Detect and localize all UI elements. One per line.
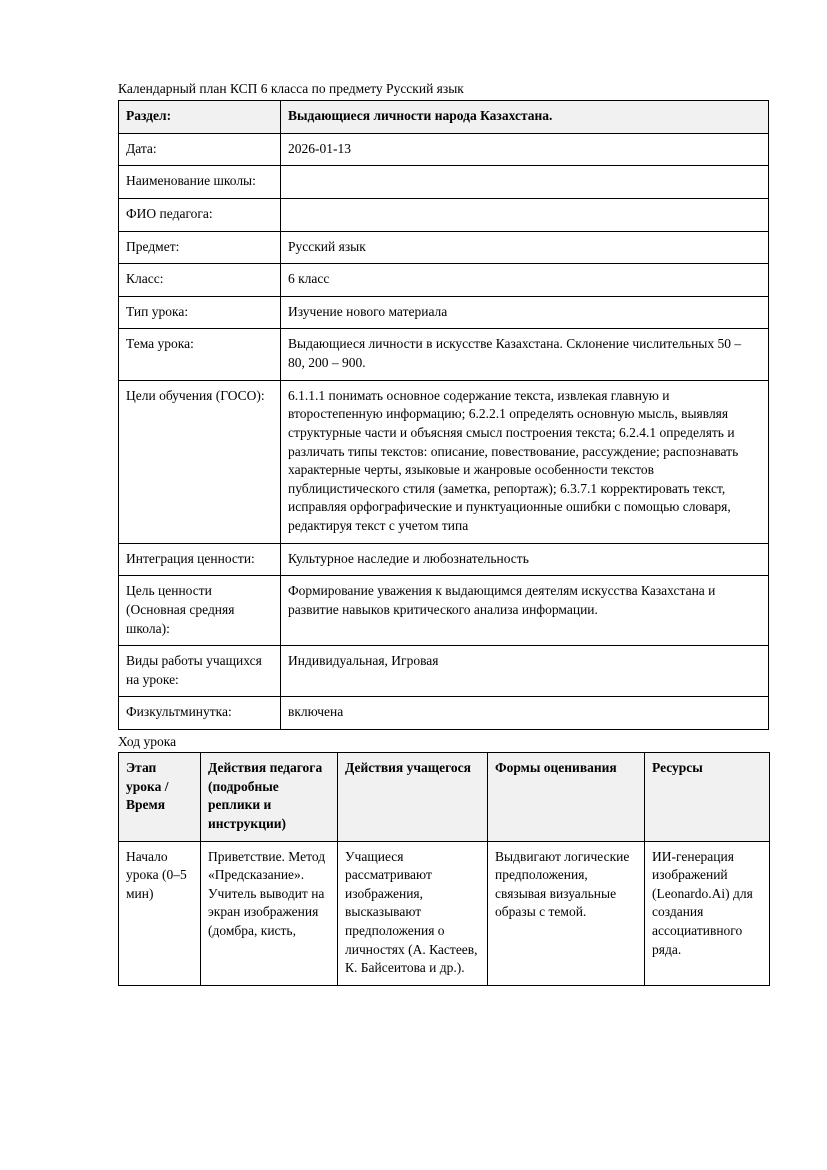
document-content [118,80,769,986]
lesson-teacher-actions-cell: Приветствие. Метод «Предсказание». Учитель выводит на экран изображения (домбра, кисть, [201,841,338,985]
info-header-row [119,101,769,134]
info-row-class [119,264,769,297]
info-label-cell: Тип урока: [119,296,281,329]
info-row-values-integration [119,543,769,576]
info-label-cell: Предмет: [119,231,281,264]
info-value-cell: Формирование уважения к выдающимся деятелям искусства Казахстана и развитие навыков критического анализа информации. [281,576,769,646]
info-row-physical-minute [119,697,769,730]
info-value-cell: включена [281,697,769,730]
info-value-cell: Индивидуальная, Игровая [281,646,769,697]
lesson-flow-table [118,752,770,986]
info-label-cell: Наименование школы: [119,166,281,199]
info-value-cell: Культурное наследие и любознательность [281,543,769,576]
lesson-stage-cell: Начало урока (0–5 мин) [119,841,201,985]
info-value-cell: 6 класс [281,264,769,297]
info-row-goals [119,380,769,543]
info-row-school [119,166,769,199]
info-value-cell: Изучение нового материала [281,296,769,329]
lesson-header-stage-cell: Этап урока / Время [119,753,201,842]
lesson-assessment-cell: Выдвигают логические предположения, связывая визуальные образы с темой. [488,841,645,985]
info-label-cell: Цель ценности (Основная средняя школа): [119,576,281,646]
info-value-cell: 6.1.1.1 понимать основное содержание текста, извлекая главную и второстепенную информацию; 6.2.2.1 определять основную мысль, выявляя структурные части и объясняя смысл построения текста; 6.2.4.1 определять и различать типы текстов: описание, повествование, рассуждение; распознавать характерные черты, языковые и жанровые особенности текстов публицистического стиля (заметка, репортаж); 6.3.7.1 корректировать текст, исправляя орфографические и пунктуационные ошибки с помощью словаря, редактируя текст с учетом типа [281,380,769,543]
lesson-resources-cell: ИИ-генерация изображений (Leonardo.Ai) для создания ассоциативного ряда. [645,841,770,985]
info-value-cell [281,198,769,231]
info-label-cell: Физкультминутка: [119,697,281,730]
lesson-header-teacher-actions-cell: Действия педагога (подробные реплики и инструкции) [201,753,338,842]
info-label-cell: Цели обучения (ГОСО): [119,380,281,543]
info-label-cell: ФИО педагога: [119,198,281,231]
lesson-header-assessment-cell: Формы оценивания [488,753,645,842]
info-value-cell: Выдающиеся личности в искусстве Казахстана. Склонение числительных 50 – 80, 200 – 900. [281,329,769,380]
lesson-header-resources-cell: Ресурсы [645,753,770,842]
info-row-teacher [119,198,769,231]
info-header-value-cell: Выдающиеся личности народа Казахстана. [281,101,769,134]
lesson-info-table [118,100,769,730]
info-row-subject [119,231,769,264]
lesson-header-student-actions-cell: Действия учащегося [338,753,488,842]
lesson-row-start [119,841,770,985]
lesson-header-row [119,753,770,842]
info-label-cell: Интеграция ценности: [119,543,281,576]
info-label-cell: Класс: [119,264,281,297]
info-label-cell: Тема урока: [119,329,281,380]
lesson-flow-title: Ход урока [118,734,177,749]
info-label-cell: Виды работы учащихся на уроке: [119,646,281,697]
page-title: Календарный план КСП 6 класса по предмету Русский язык [118,81,464,96]
info-value-cell [281,166,769,199]
info-row-values-goal [119,576,769,646]
info-value-cell: Русский язык [281,231,769,264]
info-row-date [119,133,769,166]
info-header-label-cell: Раздел: [119,101,281,134]
lesson-student-actions-cell: Учащиеся рассматривают изображения, высказывают предположения о личностях (А. Кастеев, К. Байсеитова и др.). [338,841,488,985]
info-row-work-types [119,646,769,697]
info-row-lesson-type [119,296,769,329]
info-label-cell: Дата: [119,133,281,166]
info-value-cell: 2026-01-13 [281,133,769,166]
info-row-lesson-topic [119,329,769,380]
